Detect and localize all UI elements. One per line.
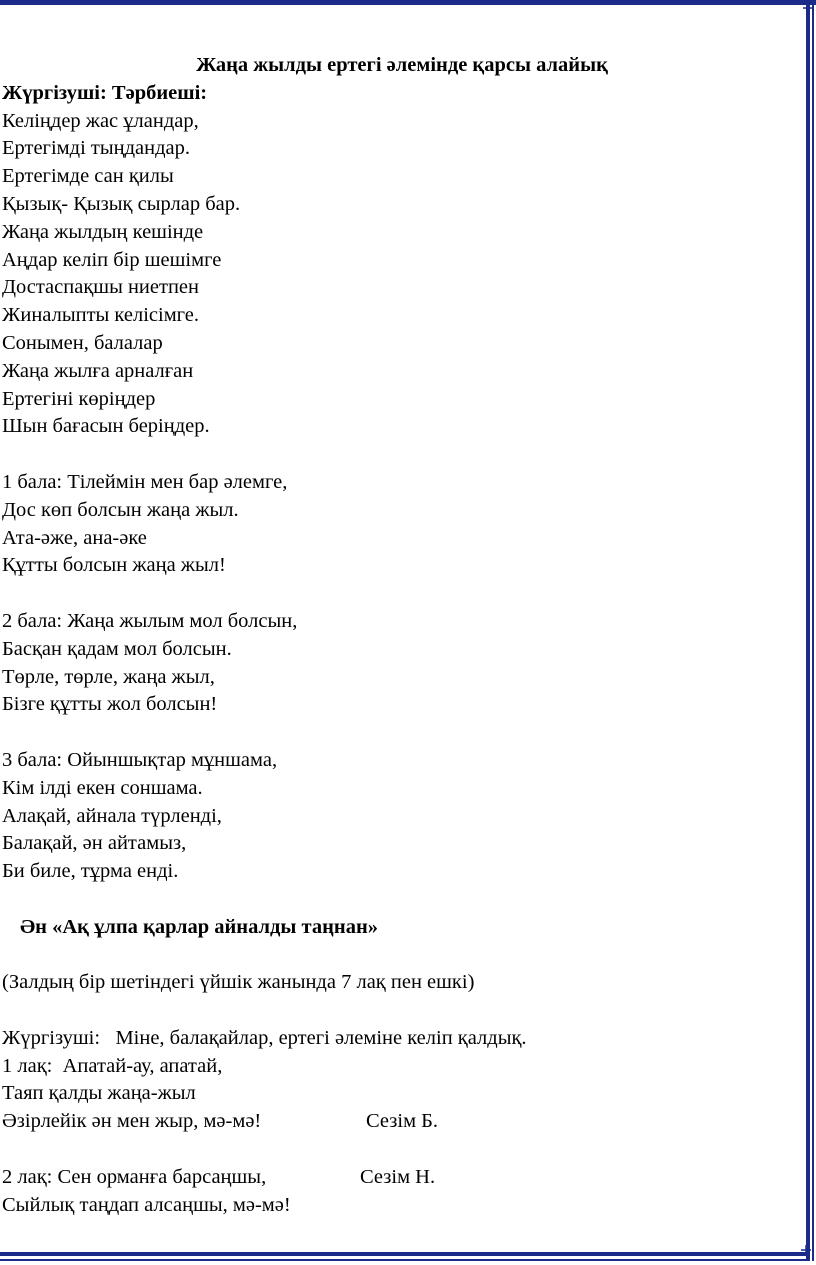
verse-line: Шын бағасын беріңдер. bbox=[2, 415, 210, 438]
blank-line bbox=[2, 441, 802, 469]
verse-line: Алақай, айнала түрленді, bbox=[2, 804, 222, 827]
verse-line: Кім ілді екен соншама. bbox=[2, 776, 203, 799]
verse-line: Басқан қадам мол болсын. bbox=[2, 637, 232, 660]
page-border-top bbox=[0, 0, 816, 5]
corner-crop-mark-icon bbox=[800, 1244, 812, 1256]
host-heading: Жүргізуші: Тәрбиеші: bbox=[2, 81, 208, 104]
corner-crop-mark-icon bbox=[802, 2, 814, 14]
verse-line: Бізге құтты жол болсын! bbox=[2, 693, 218, 716]
verse-line: Қызық- Қызық сырлар бар. bbox=[2, 192, 241, 215]
verse-line: Ертегімде сан қилы bbox=[2, 165, 174, 188]
verse-line: Жаңа жылға арналған bbox=[2, 359, 194, 382]
verse-line: Достаспақшы ниетпен bbox=[2, 276, 200, 299]
verse-line: Ертегіні көріңдер bbox=[2, 387, 156, 410]
kid-2-line: 2 лақ: Сен орманға барсаңшы, bbox=[2, 1165, 267, 1188]
page-border-bottom bbox=[0, 1252, 806, 1256]
verse-line: Би биле, тұрма енді. bbox=[2, 860, 179, 883]
verse-line: Жаңа жылдың кешінде bbox=[2, 220, 204, 243]
kid-1-line: Таяп қалды жаңа-жыл bbox=[2, 1082, 196, 1105]
kid-1-line: 1 лақ: Апатай-ау, апатай, bbox=[2, 1054, 223, 1077]
verse-line: Балақай, ән айтамыз, bbox=[2, 832, 187, 855]
child-3-verse bbox=[2, 747, 802, 886]
kid-2-line: Сыйлық таңдап алсаңшы, мә-мә! bbox=[2, 1193, 291, 1216]
verse-line: 3 бала: Ойыншықтар мұншама, bbox=[2, 748, 278, 771]
kid-1-line-with-performer bbox=[2, 1108, 802, 1136]
verse-line: Жиналыпты келісімге. bbox=[2, 304, 200, 327]
blank-line bbox=[2, 997, 802, 1025]
page-border-right-inner bbox=[812, 0, 814, 1261]
blank-line bbox=[2, 942, 802, 970]
song-heading: Ән «Ақ ұлпа қарлар айналды таңнан» bbox=[20, 915, 379, 938]
kid-1-line: Әзірлейік ән мен жыр, мә-мә! bbox=[2, 1110, 262, 1133]
blank-line bbox=[2, 580, 802, 608]
blank-line bbox=[2, 719, 802, 747]
performer-name: Сезім Б. bbox=[366, 1110, 439, 1133]
verse-line: 2 бала: Жаңа жылым мол болсын, bbox=[2, 609, 298, 632]
verse-line: 1 бала: Тілеймін мен бар әлемге, bbox=[2, 470, 288, 493]
verse-line: Құтты болсын жаңа жыл! bbox=[2, 554, 226, 577]
page-border-right bbox=[806, 0, 810, 1261]
blank-line bbox=[2, 1136, 802, 1164]
child-2-verse bbox=[2, 608, 802, 719]
intro-verse bbox=[2, 108, 802, 442]
verse-line: Ата-әже, ана-әке bbox=[2, 526, 147, 549]
page-title: Жаңа жылды ертегі әлемінде қарсы алайық bbox=[196, 54, 608, 76]
page-border-bottom-inner bbox=[0, 1259, 806, 1261]
stage-direction: (Залдың бір шетіндегі үйшік жанында 7 лақ пен ешкі) bbox=[2, 971, 475, 994]
verse-line: Сонымен, балалар bbox=[2, 331, 163, 354]
blank-line bbox=[2, 886, 802, 914]
verse-line: Төрле, төрле, жаңа жыл, bbox=[2, 665, 215, 688]
host-line: Жүргізуші: Міне, балақайлар, ертегі әлеміне келіп қалдық. bbox=[2, 1026, 527, 1049]
performer-name: Сезім Н. bbox=[360, 1165, 436, 1188]
kid-2-line-with-performer bbox=[2, 1164, 802, 1192]
verse-line: Келіңдер жас ұландар, bbox=[2, 109, 199, 132]
verse-line: Дос көп болсын жаңа жыл. bbox=[2, 498, 239, 521]
document-page bbox=[2, 52, 802, 1219]
verse-line: Аңдар келіп бір шешімге bbox=[2, 248, 222, 271]
verse-line: Ертегімді тыңдандар. bbox=[2, 137, 190, 160]
child-1-verse bbox=[2, 469, 802, 580]
